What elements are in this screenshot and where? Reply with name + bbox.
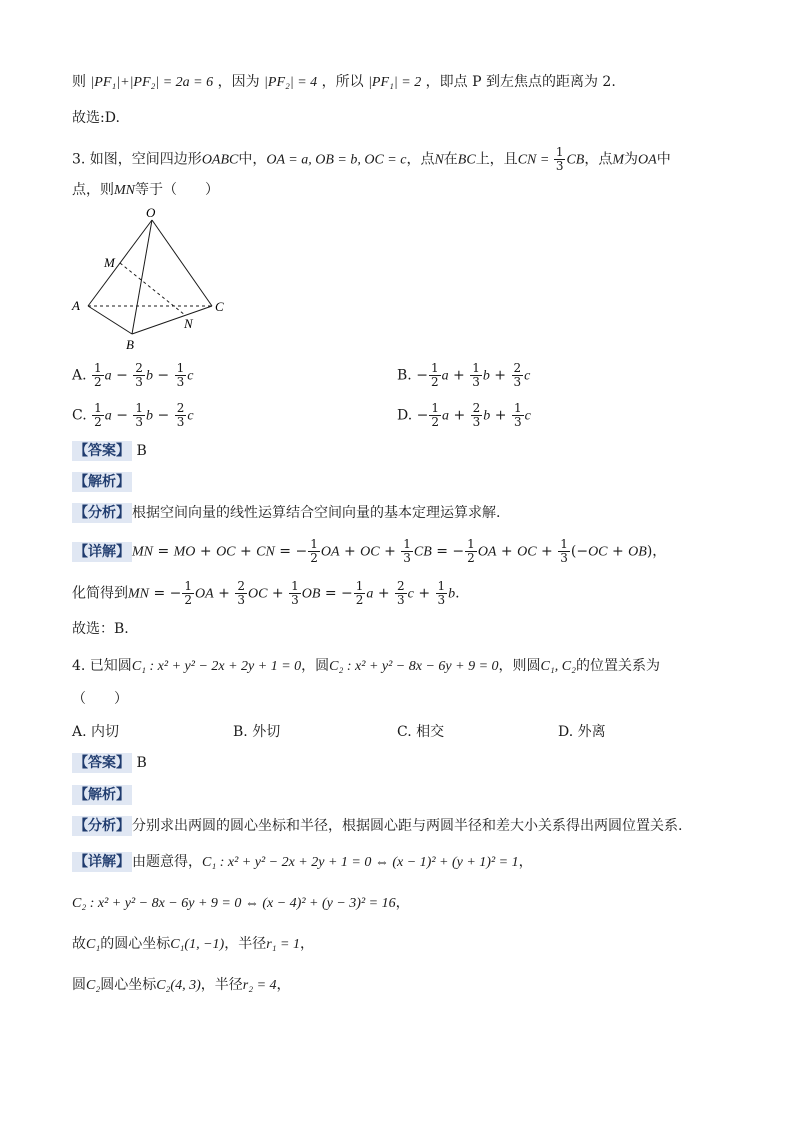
text: 等于（ ） [135,182,219,198]
math-expr: C₂ : x² + y² − 8x − 6y + 9 = 0 ⇔ (x − 4)² + (y − 3)² = 16 [72,896,396,911]
question-4-line-2 [72,689,128,709]
text: ，因为 [217,74,260,90]
analysis-tag: 【解析】 [74,474,130,490]
segment-mn-dashed [120,263,185,315]
answer-tag: 【答案】 [74,755,130,771]
analysis-3 [72,472,132,492]
text: ，圆 [301,658,330,674]
math-expr: C₁(1, −1) [170,937,225,952]
math-expr: C₁ : x² + y² − 2x + 2y + 1 = 0 ⇔ (x − 1)² + (y + 1)² = 1 [202,855,519,870]
question-3-line-2 [72,180,219,201]
label-n: N [184,316,193,331]
text: 中， [238,151,267,168]
question-3-line-1 [72,146,671,173]
text: 化简得到 [72,585,128,602]
math-expr: |PF₁| = 2 [368,75,422,90]
text: 4. 已知圆 [72,658,132,674]
question-4-line-1 [72,656,660,677]
text: ，点 [584,151,613,168]
text: 故 [72,936,86,952]
math-expr: r₁ = 1 [266,937,300,952]
q4-option-b: B. 外切 [233,724,281,740]
fenxi-3 [72,503,500,523]
text: ，半径 [224,936,267,952]
math-expr: |PF₂| = 4 [264,75,318,90]
option-letter: B. [397,367,412,384]
option-letter: A. [72,367,87,384]
text: 故选：B. [72,621,129,637]
tetrahedron-figure [66,204,236,352]
answer-value: B [136,755,147,771]
fraction-one-third: $\frac{1}{3}$ [555,145,564,173]
text: 圆 [72,977,86,993]
math-expr: r₂ = 4 [242,978,277,993]
text: ，点 [406,151,435,168]
text: 的圆心坐标 [100,936,171,952]
fenxi-text: 根据空间向量的线性运算结合空间向量的基本定理运算求解. [132,505,501,521]
label-b: B [126,337,134,352]
line-1 [72,72,616,93]
label-a: A [72,298,80,313]
math-expr: M [612,152,625,168]
text: 3. 如图，空间四边形 [72,151,202,168]
label-c: C [215,299,224,314]
option-letter: D. [397,407,413,424]
math-expr: OA [638,152,657,168]
text: ， [299,936,314,952]
q4-option-a: A. 内切 [72,724,120,740]
text: ， [276,977,291,993]
math-expr: C₁ [86,937,101,952]
text: ，即点 P 到左焦点的距离为 2. [425,74,616,90]
text: ， [518,854,533,870]
q4-option-d: D. 外离 [558,724,606,740]
fenxi-tag: 【分析】 [74,505,130,521]
text: （ ） [72,691,128,707]
circle-c2-equation: C₂ : x² + y² − 8x − 6y + 9 = 0 [329,659,499,674]
text: 圆心坐标 [100,977,157,993]
text: ，半径 [200,977,243,993]
math-expr: C₁, C₂ [540,659,576,674]
text: 为 [624,151,639,168]
math-expr: C₂(4, 3) [156,978,201,993]
detail-4-line-1 [72,852,533,873]
math-expr: OABC [201,152,239,168]
detail-3-line-1: 【详解】 MN = MO + OC + CN = − $\frac{1}{2}$ OA + OC + $\frac{1}{3}$ CB = − $\frac{1}{2}$ OA + OC + $\frac{1}{3}$ (−OC + OB)， [74,537,667,565]
math-expr: CN = [517,152,553,168]
math-expr: N [434,152,444,168]
text: 点，则 [72,182,114,198]
fenxi-text: 分别求出两圆的圆心坐标和半径，根据圆心距与两圆半径和差大小关系得出两圆位置关系. [132,818,683,834]
text: 中 [656,151,671,168]
option-a: A. $\frac{1}{2}$ a − $\frac{2}{3}$ b − $\frac{1}{3}$ c [72,361,194,389]
math-expr: |PF₁|+|PF₂| = 2a = 6 [90,75,214,90]
label-m: M [104,255,115,270]
text: ，则圆 [498,658,541,674]
option-letter: C. [72,407,87,424]
circle-c1-equation: C₁ : x² + y² − 2x + 2y + 1 = 0 [131,659,302,674]
fenxi-4 [72,816,682,836]
edge-oc [152,220,212,306]
fenxi-tag: 【分析】 [74,818,130,834]
option-b: B. − $\frac{1}{2}$ a + $\frac{1}{3}$ b + $\frac{2}{3}$ c [397,361,531,389]
detail-4-line-2 [72,893,410,914]
math-expr: MN [114,183,135,198]
analysis-4 [72,785,132,805]
edge-bc [132,306,212,334]
detail-tag: 【详解】 [74,543,130,560]
detail-4-line-3 [72,934,314,955]
analysis-tag: 【解析】 [74,787,130,803]
answer-3 [72,441,147,461]
text: ，所以 [321,74,364,90]
vector-definitions: OA = a, OB = b, OC = c [266,152,407,168]
answer-4 [72,753,147,773]
option-c: C. $\frac{1}{2}$ a − $\frac{1}{3}$ b − $\frac{2}{3}$ c [72,401,194,429]
edge-ob [132,220,152,334]
math-expr: C₂ [86,978,101,993]
detail-4-line-4 [72,975,291,996]
choice-d-conclusion [72,108,120,128]
text: ， [395,895,410,911]
choose-3 [72,619,129,639]
answer-value: B [136,443,147,459]
detail-tag: 【详解】 [74,854,130,870]
math-expr: BC [457,152,476,168]
text: 故选:D. [72,110,120,126]
detail-3-line-2: 化简得到MN = − $\frac{1}{2}$ OA + $\frac{2}{3}$ OC + $\frac{1}{3}$ OB = − $\frac{1}{2}$ a + $\frac{2}{3}$ c + $\frac{1}{3}$ b. [72,579,460,607]
answer-tag: 【答案】 [74,443,130,459]
edge-ab [88,306,132,334]
text: 由题意得， [132,854,202,870]
q4-option-c: C. 相交 [397,724,445,740]
option-d: D. − $\frac{1}{2}$ a + $\frac{2}{3}$ b + $\frac{1}{3}$ c [397,401,531,429]
text: 上，且 [475,151,518,168]
text: 则 [72,74,86,90]
label-o: O [146,205,156,220]
text: 的位置关系为 [575,658,660,674]
text: 在 [443,151,458,168]
math-expr: CB [566,152,585,168]
